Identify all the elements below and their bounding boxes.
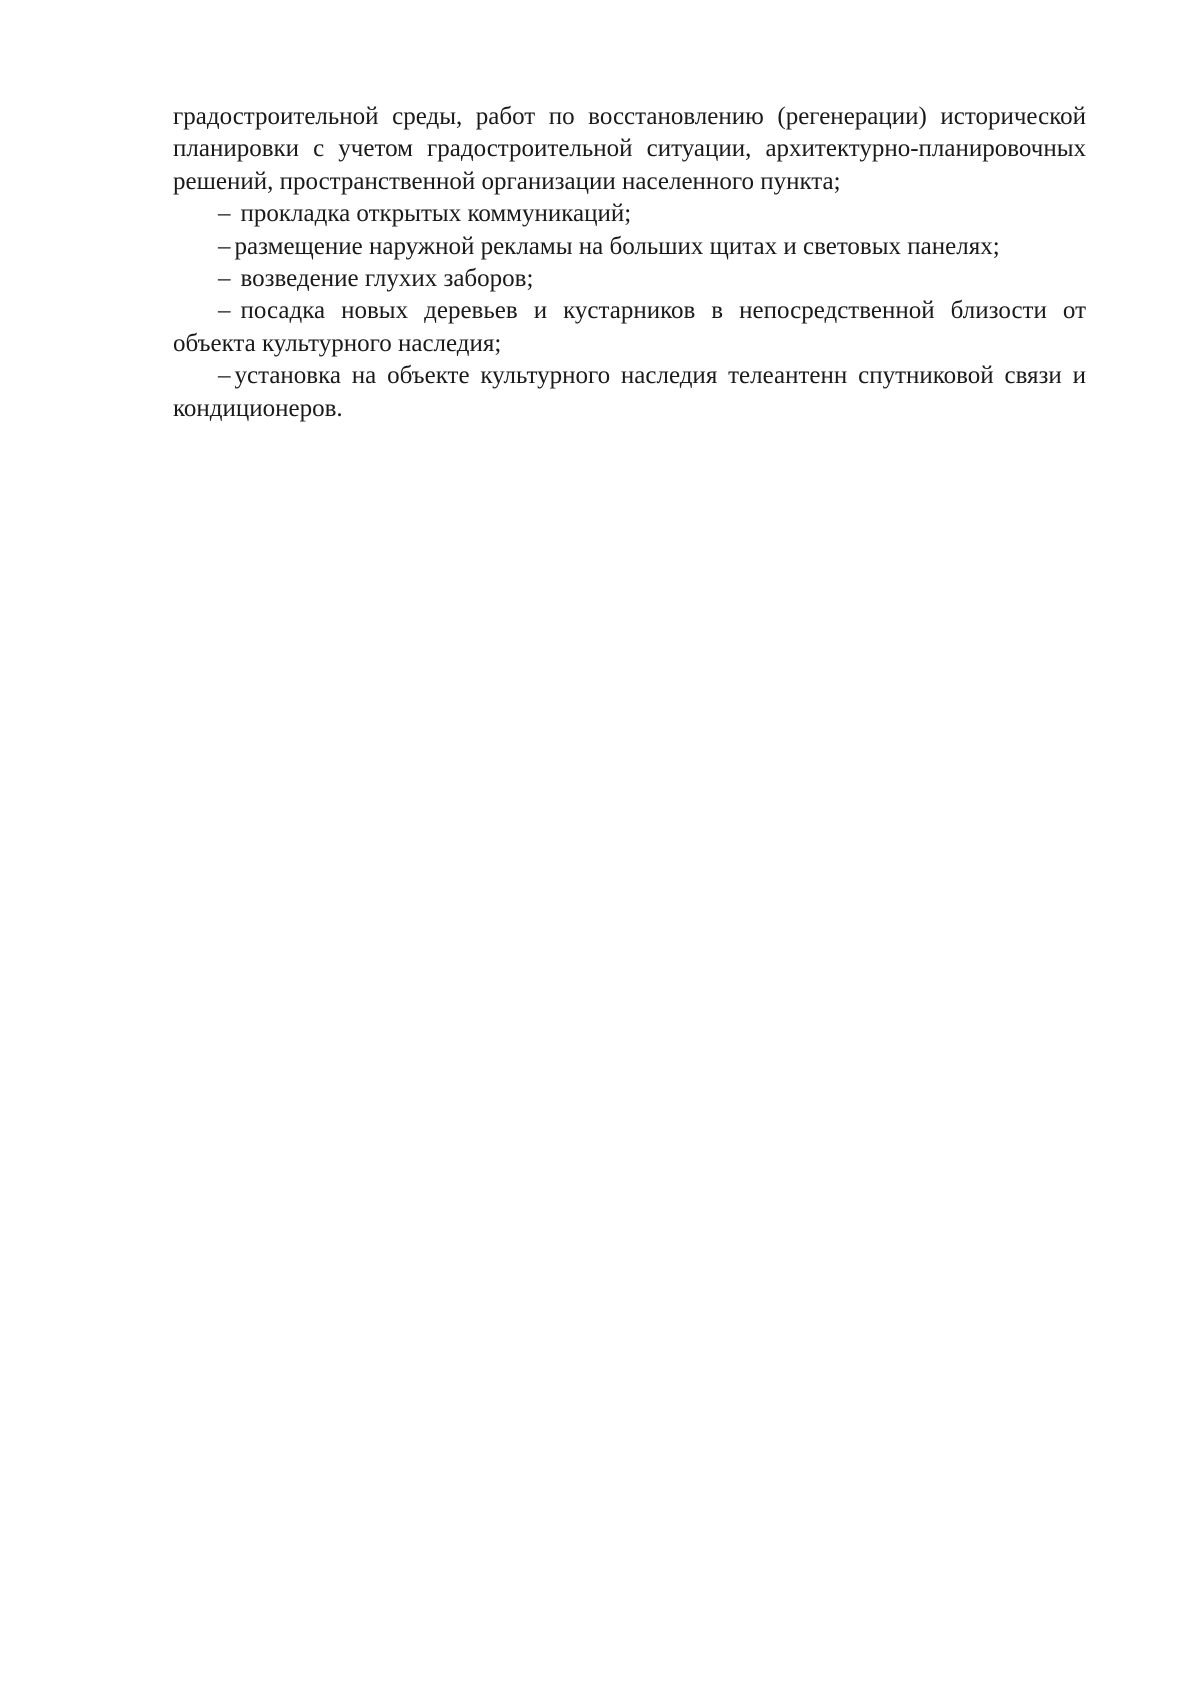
list-item-text: установка на объекте культурного наследия телеантенн спутниковой связи и кондиционеров. xyxy=(173,362,1086,422)
list-item xyxy=(173,198,1086,230)
list-item xyxy=(173,360,1086,425)
list-item-text: возведение глухих заборов; xyxy=(240,265,534,293)
dash-marker: – xyxy=(218,297,231,325)
list-item xyxy=(173,263,1086,295)
paragraph-text: градостроительной среды, работ по восстановлению (регенерации) исторической планировки с учетом градостроительной ситуации, архитектурно-планировочных решений, пространственной организации населенного пункта; xyxy=(173,103,1086,195)
list-item-text: размещение наружной рекламы на больших щитах и световых панелях; xyxy=(234,232,1000,260)
list-item xyxy=(173,295,1086,360)
list-item-text: прокладка открытых коммуникаций; xyxy=(240,200,632,228)
dash-marker: – xyxy=(218,362,231,390)
list-item xyxy=(173,231,1086,263)
dash-marker: – xyxy=(218,265,231,293)
list-item-text: посадка новых деревьев и кустарников в непосредственной близости от объекта культурного наследия; xyxy=(173,297,1086,357)
dash-marker: – xyxy=(218,200,231,228)
document-body xyxy=(173,101,1086,425)
dash-marker: – xyxy=(218,232,231,260)
paragraph-continuation xyxy=(173,101,1086,198)
